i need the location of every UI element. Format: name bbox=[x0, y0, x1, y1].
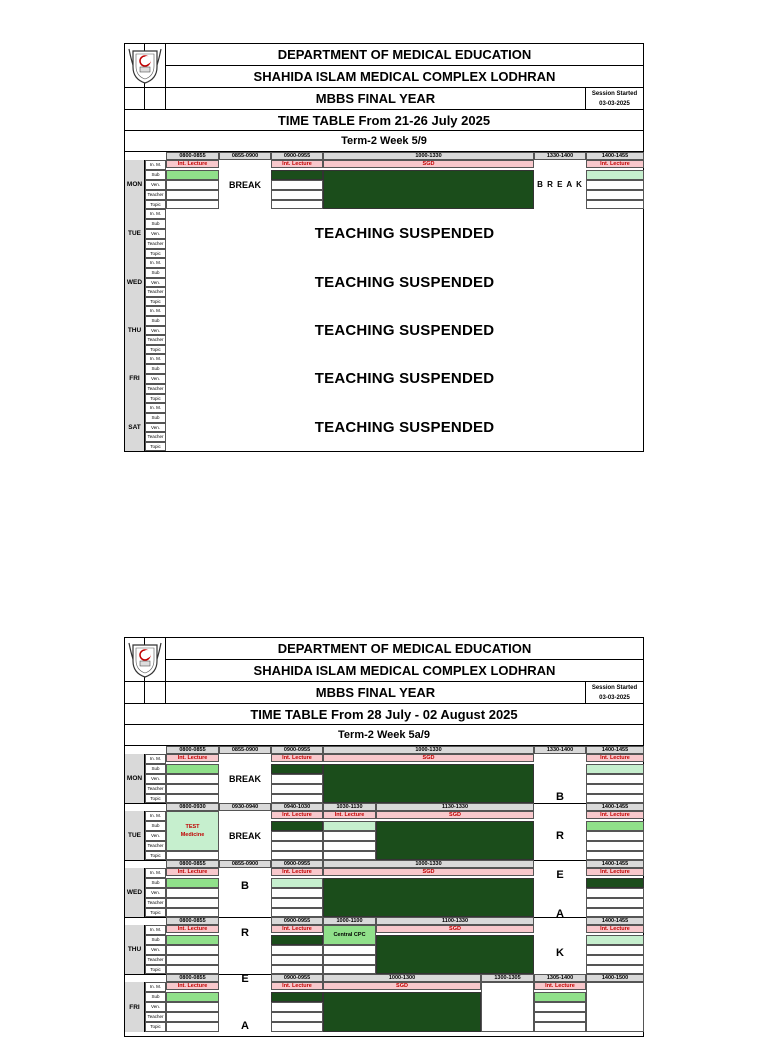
row-label: Teacher bbox=[145, 287, 166, 297]
suspended-notice: TEACHING SUSPENDED bbox=[166, 209, 643, 258]
time-slot: 0800-0855 bbox=[166, 746, 219, 754]
lecture-cell: Int. Lecture bbox=[586, 160, 644, 168]
row-label: Topic bbox=[145, 794, 166, 803]
test-subject: Medicine bbox=[180, 832, 205, 838]
lecture-cell: Int. Lecture bbox=[271, 868, 323, 876]
sgd-cell: SGD bbox=[323, 160, 534, 168]
row-label: Ven. bbox=[145, 326, 166, 335]
time-slot: 1130-1330 bbox=[376, 803, 534, 811]
suspended-notice: TEACHING SUSPENDED bbox=[166, 354, 643, 403]
lecture-cell: Int. Lecture bbox=[166, 925, 219, 933]
time-slot: 1400-1455 bbox=[586, 917, 644, 925]
time-slot: 1000-1100 bbox=[323, 917, 376, 925]
sgd-cell: SGD bbox=[323, 754, 534, 762]
time-slot: 0900-0955 bbox=[271, 917, 323, 925]
institution-title: SHAHIDA ISLAM MEDICAL COMPLEX LODHRAN bbox=[166, 66, 643, 88]
day-label: FRI bbox=[125, 354, 145, 403]
test-label: TEST bbox=[185, 824, 200, 830]
break-letter: A bbox=[556, 907, 564, 920]
row-label: Teacher bbox=[145, 335, 166, 345]
row-label: Topic bbox=[145, 200, 166, 209]
row-label: Topic bbox=[145, 851, 166, 860]
timetable-range: TIME TABLE From 21-26 July 2025 bbox=[125, 110, 643, 131]
term-week: Term-2 Week 5/9 bbox=[125, 131, 643, 152]
break-cell: BREAK bbox=[219, 160, 271, 209]
session-info bbox=[586, 682, 643, 704]
time-slot: 1400-1455 bbox=[586, 746, 644, 754]
row-label: Ven. bbox=[145, 229, 166, 239]
time-slot: 0900-0955 bbox=[271, 974, 323, 982]
time-slot: 0800-0855 bbox=[166, 860, 219, 868]
time-slot: 1400-1500 bbox=[586, 974, 644, 982]
time-slot: 0800-0855 bbox=[166, 917, 219, 925]
lecture-cell: Int. Lecture bbox=[271, 925, 323, 933]
day-label: MON bbox=[125, 160, 145, 209]
timetable-range: TIME TABLE From 28 July - 02 August 2025 bbox=[125, 704, 643, 725]
row-label: Ven. bbox=[145, 945, 166, 955]
institution-title: SHAHIDA ISLAM MEDICAL COMPLEX LODHRAN bbox=[166, 660, 643, 682]
break-letter: B bbox=[556, 791, 564, 804]
row-label: Teacher bbox=[145, 190, 166, 200]
time-slot: 0900-0955 bbox=[271, 152, 323, 160]
row-label: In. M. bbox=[145, 258, 166, 268]
day-label: MON bbox=[125, 754, 145, 803]
time-slot: 1400-1455 bbox=[586, 803, 644, 811]
session-label: Session Started bbox=[591, 685, 638, 691]
row-label: Topic bbox=[145, 442, 166, 451]
time-slot: 0900-0955 bbox=[271, 746, 323, 754]
college-logo bbox=[125, 44, 166, 88]
lecture-cell: Int. Lecture bbox=[586, 811, 644, 819]
row-label: Sub bbox=[145, 268, 166, 278]
term-week: Term-2 Week 5a/9 bbox=[125, 725, 643, 746]
time-slot: 1330-1400 bbox=[534, 746, 586, 754]
time-slot: 0800-0855 bbox=[166, 974, 219, 982]
break-letter: R bbox=[556, 830, 564, 843]
time-slot: 0900-0955 bbox=[271, 860, 323, 868]
row-label: In. M. bbox=[145, 209, 166, 219]
row-label: In. M. bbox=[145, 403, 166, 413]
break-letter: R bbox=[241, 926, 249, 939]
session-label: Session Started bbox=[591, 91, 638, 97]
day-label: FRI bbox=[125, 982, 145, 1032]
row-label: Sub bbox=[145, 764, 166, 774]
row-label: In. M. bbox=[145, 982, 166, 992]
row-label: Ven. bbox=[145, 180, 166, 190]
central-cpc-cell: Central CPC bbox=[323, 925, 376, 945]
time-slot: 0940-1030 bbox=[271, 803, 323, 811]
day-label: THU bbox=[125, 925, 145, 974]
lecture-cell: Int. Lecture bbox=[586, 868, 644, 876]
time-slot: 1030-1130 bbox=[323, 803, 376, 811]
row-label: Teacher bbox=[145, 955, 166, 965]
year-title: MBBS FINAL YEAR bbox=[166, 88, 586, 110]
break-letter: B bbox=[241, 880, 249, 892]
lecture-cell: Int. Lecture bbox=[586, 925, 644, 933]
row-label: In. M. bbox=[145, 306, 166, 316]
test-cell bbox=[166, 811, 219, 851]
row-label: Sub bbox=[145, 821, 166, 831]
row-label: Topic bbox=[145, 345, 166, 354]
row-label: Ven. bbox=[145, 831, 166, 841]
row-label: Ven. bbox=[145, 888, 166, 898]
row-label: Teacher bbox=[145, 898, 166, 908]
row-label: Sub bbox=[145, 364, 166, 374]
session-info bbox=[586, 88, 643, 110]
day-label: WED bbox=[125, 868, 145, 917]
row-label: Teacher bbox=[145, 841, 166, 851]
lecture-cell: Int. Lecture bbox=[166, 160, 219, 168]
row-label: Teacher bbox=[145, 239, 166, 249]
row-label: Teacher bbox=[145, 432, 166, 442]
break-letter: A bbox=[241, 1019, 249, 1032]
row-label: Ven. bbox=[145, 774, 166, 784]
break-letter: E bbox=[556, 868, 564, 881]
suspended-notice: TEACHING SUSPENDED bbox=[166, 306, 643, 354]
day-label: WED bbox=[125, 258, 145, 306]
time-slot: 1330-1400 bbox=[534, 152, 586, 160]
row-label: Ven. bbox=[145, 1002, 166, 1012]
time-slot: 1300-1305 bbox=[481, 974, 534, 982]
break-cell: BREAK bbox=[219, 754, 271, 803]
day-label: TUE bbox=[125, 811, 145, 860]
time-slot: 1400-1455 bbox=[586, 152, 644, 160]
row-label: Sub bbox=[145, 935, 166, 945]
break-column bbox=[534, 754, 586, 980]
lecture-cell: Int. Lecture bbox=[271, 160, 323, 168]
row-label: In. M. bbox=[145, 811, 166, 821]
row-label: Sub bbox=[145, 316, 166, 326]
day-label: THU bbox=[125, 306, 145, 354]
time-slot: 0800-0930 bbox=[166, 803, 219, 811]
sgd-cell: SGD bbox=[376, 811, 534, 819]
sgd-cell: SGD bbox=[323, 982, 481, 990]
time-slot: 1000-1330 bbox=[323, 152, 534, 160]
time-slot: 1400-1455 bbox=[586, 860, 644, 868]
lecture-cell: Int. Lecture bbox=[166, 982, 219, 990]
row-label: Teacher bbox=[145, 1012, 166, 1022]
row-label: Topic bbox=[145, 297, 166, 306]
time-slot: 1000-1300 bbox=[323, 974, 481, 982]
day-label: TUE bbox=[125, 209, 145, 258]
timetable-sheet-week-5 bbox=[124, 43, 644, 452]
college-logo bbox=[125, 638, 166, 682]
lecture-cell: Int. Lecture bbox=[323, 811, 376, 819]
sgd-cell: SGD bbox=[323, 868, 534, 876]
department-title: DEPARTMENT OF MEDICAL EDUCATION bbox=[166, 44, 643, 66]
row-label: Ven. bbox=[145, 374, 166, 384]
lecture-cell: Int. Lecture bbox=[271, 982, 323, 990]
timetable-sheet-week-5a bbox=[124, 637, 644, 1037]
break-cell: B R E A K bbox=[534, 160, 586, 209]
time-slot: 0800-0855 bbox=[166, 152, 219, 160]
row-label: In. M. bbox=[145, 354, 166, 364]
suspended-notice: TEACHING SUSPENDED bbox=[166, 403, 643, 451]
lecture-cell: Int. Lecture bbox=[271, 811, 323, 819]
time-slot: 1100-1330 bbox=[376, 917, 534, 925]
row-label: Topic bbox=[145, 1022, 166, 1032]
row-label: In. M. bbox=[145, 160, 166, 170]
row-label: In. M. bbox=[145, 925, 166, 935]
row-label: Teacher bbox=[145, 784, 166, 794]
row-label: Topic bbox=[145, 908, 166, 917]
lecture-cell: Int. Lecture bbox=[166, 754, 219, 762]
lecture-cell: Int. Lecture bbox=[166, 868, 219, 876]
row-label: In. M. bbox=[145, 868, 166, 878]
day-label: SAT bbox=[125, 403, 145, 451]
lecture-cell: Int. Lecture bbox=[534, 982, 586, 990]
break-column bbox=[219, 868, 271, 1032]
row-label: Sub bbox=[145, 413, 166, 423]
year-title: MBBS FINAL YEAR bbox=[166, 682, 586, 704]
lecture-cell: Int. Lecture bbox=[586, 754, 644, 762]
row-label: Topic bbox=[145, 965, 166, 974]
lecture-cell: Int. Lecture bbox=[271, 754, 323, 762]
row-label: Sub bbox=[145, 992, 166, 1002]
break-letter: E bbox=[241, 973, 249, 986]
sgd-cell: SGD bbox=[376, 925, 534, 933]
row-label: Sub bbox=[145, 170, 166, 180]
department-title: DEPARTMENT OF MEDICAL EDUCATION bbox=[166, 638, 643, 660]
session-date: 03-03-2025 bbox=[599, 695, 630, 701]
row-label: In. M. bbox=[145, 754, 166, 764]
row-label: Teacher bbox=[145, 384, 166, 394]
row-label: Ven. bbox=[145, 278, 166, 287]
time-slot: 1305-1400 bbox=[534, 974, 586, 982]
time-slot: 0855-0900 bbox=[219, 746, 271, 754]
suspended-notice: TEACHING SUSPENDED bbox=[166, 258, 643, 306]
break-letter: K bbox=[556, 946, 564, 959]
row-label: Ven. bbox=[145, 423, 166, 432]
time-slot: 0855-0900 bbox=[219, 860, 271, 868]
break-cell: BREAK bbox=[219, 811, 271, 860]
time-slot: 0855-0900 bbox=[219, 152, 271, 160]
row-label: Topic bbox=[145, 394, 166, 403]
time-slot: 1000-1330 bbox=[323, 860, 534, 868]
row-label: Topic bbox=[145, 249, 166, 258]
row-label: Sub bbox=[145, 219, 166, 229]
row-label: Sub bbox=[145, 878, 166, 888]
session-date: 03-03-2025 bbox=[599, 101, 630, 107]
time-slot: 1000-1330 bbox=[323, 746, 534, 754]
time-slot: 0930-0940 bbox=[219, 803, 271, 811]
